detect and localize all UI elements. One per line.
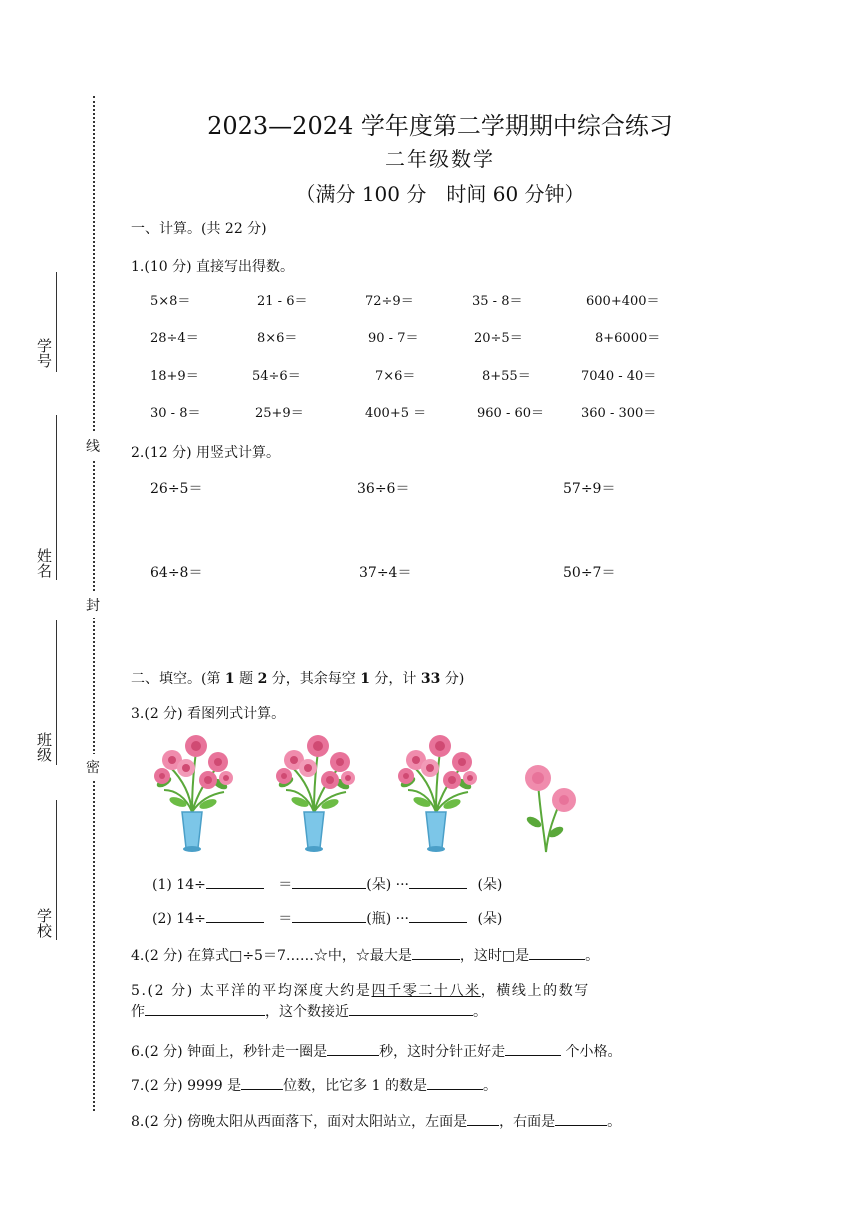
q1-item: 20÷5＝ bbox=[474, 331, 523, 346]
section2-heading: 二、填空。(第 1 题 2 分，其余每空 1 分，计 33 分) bbox=[131, 671, 465, 687]
page-title: 2023—2024 学年度第二学期期中综合练习 bbox=[207, 112, 673, 140]
answer-blank[interactable] bbox=[349, 1001, 473, 1016]
q1-label: 1.(10 分) 直接写出得数。 bbox=[131, 259, 294, 275]
name-field[interactable] bbox=[56, 415, 57, 580]
exam-info: （满分 100 分 时间 60 分钟） bbox=[295, 182, 585, 206]
seal-char-seal: 封 bbox=[86, 592, 100, 618]
answer-blank[interactable] bbox=[427, 1075, 483, 1090]
answer-blank[interactable] bbox=[467, 1111, 499, 1126]
answer-blank[interactable] bbox=[206, 908, 264, 923]
section1-heading: 一、计算。(共 22 分) bbox=[131, 221, 267, 237]
q2-label: 2.(12 分) 用竖式计算。 bbox=[131, 445, 280, 461]
class-label: 班级 bbox=[35, 732, 53, 762]
answer-blank[interactable] bbox=[409, 908, 467, 923]
q1-item: 54÷6＝ bbox=[252, 369, 301, 384]
q3-line2: (2) 14÷ ＝ (瓶) ··· (朵) bbox=[152, 908, 502, 928]
answer-blank[interactable] bbox=[292, 874, 366, 889]
q8: 8.(2 分) 傍晚太阳从西面落下，面对太阳站立，左面是 ，右面是 。 bbox=[131, 1111, 621, 1131]
q2-item: 50÷7＝ bbox=[563, 565, 616, 581]
q5-line1: 5.(2 分) 太平洋的平均深度大约是四千零二十八米，横线上的数写 bbox=[131, 983, 590, 999]
answer-blank[interactable] bbox=[505, 1041, 561, 1056]
answer-blank[interactable] bbox=[555, 1111, 607, 1126]
seal-char-secret: 密 bbox=[86, 754, 100, 780]
q1-item: 72÷9＝ bbox=[365, 294, 414, 309]
q6: 6.(2 分) 钟面上，秒针走一圈是 秒，这时分针正好走 个小格。 bbox=[131, 1041, 622, 1061]
q1-item: 7×6＝ bbox=[375, 369, 416, 384]
q5-line2: 作 ，这个数接近 。 bbox=[131, 1001, 487, 1021]
q1-item: 360 - 300＝ bbox=[581, 406, 657, 421]
answer-blank[interactable] bbox=[327, 1041, 379, 1056]
q3-line1: (1) 14÷ ＝ (朵) ··· (朵) bbox=[152, 874, 502, 894]
seal-char-line: 线 bbox=[86, 433, 100, 459]
name-label: 姓名 bbox=[35, 548, 53, 578]
q1-item: 28÷4＝ bbox=[150, 331, 199, 346]
answer-blank[interactable] bbox=[206, 874, 264, 889]
q7: 7.(2 分) 9999 是 位数，比它多 1 的数是 。 bbox=[131, 1075, 497, 1095]
q1-item: 600+400＝ bbox=[586, 294, 660, 309]
q2-item: 57÷9＝ bbox=[563, 481, 616, 497]
q1-item: 7040 - 40＝ bbox=[581, 369, 657, 384]
student-no-label: 学号 bbox=[35, 338, 53, 368]
answer-blank[interactable] bbox=[409, 874, 467, 889]
q3-label: 3.(2 分) 看图列式计算。 bbox=[131, 706, 286, 722]
q1-item: 8+6000＝ bbox=[595, 331, 661, 346]
class-field[interactable] bbox=[56, 620, 57, 765]
answer-blank[interactable] bbox=[292, 908, 366, 923]
q2-item: 26÷5＝ bbox=[150, 481, 203, 497]
q1-item: 5×8＝ bbox=[150, 294, 191, 309]
q1-item: 25+9＝ bbox=[255, 406, 304, 421]
q1-item: 400+5 ＝ bbox=[365, 406, 427, 421]
q1-item: 8+55＝ bbox=[482, 369, 531, 384]
answer-blank[interactable] bbox=[241, 1075, 283, 1090]
flower-vases-illustration bbox=[150, 732, 590, 857]
q4: 4.(2 分) 在算式□÷5＝7……☆中，☆最大是 ，这时□是 。 bbox=[131, 945, 599, 965]
q2-item: 36÷6＝ bbox=[357, 481, 410, 497]
school-field[interactable] bbox=[56, 800, 57, 940]
q1-item: 21 - 6＝ bbox=[257, 294, 308, 309]
q1-item: 8×6＝ bbox=[257, 331, 298, 346]
page-subtitle: 二年级数学 bbox=[385, 147, 495, 171]
q1-item: 18+9＝ bbox=[150, 369, 199, 384]
q1-item: 30 - 8＝ bbox=[150, 406, 201, 421]
q2-item: 64÷8＝ bbox=[150, 565, 203, 581]
answer-blank[interactable] bbox=[529, 945, 585, 960]
q1-item: 35 - 8＝ bbox=[472, 294, 523, 309]
q1-item: 90 - 7＝ bbox=[368, 331, 419, 346]
answer-blank[interactable] bbox=[412, 945, 460, 960]
answer-blank[interactable] bbox=[145, 1001, 265, 1016]
school-label: 学校 bbox=[35, 908, 53, 938]
q2-item: 37÷4＝ bbox=[359, 565, 412, 581]
q1-item: 960 - 60＝ bbox=[477, 406, 545, 421]
student-no-field[interactable] bbox=[56, 272, 57, 372]
